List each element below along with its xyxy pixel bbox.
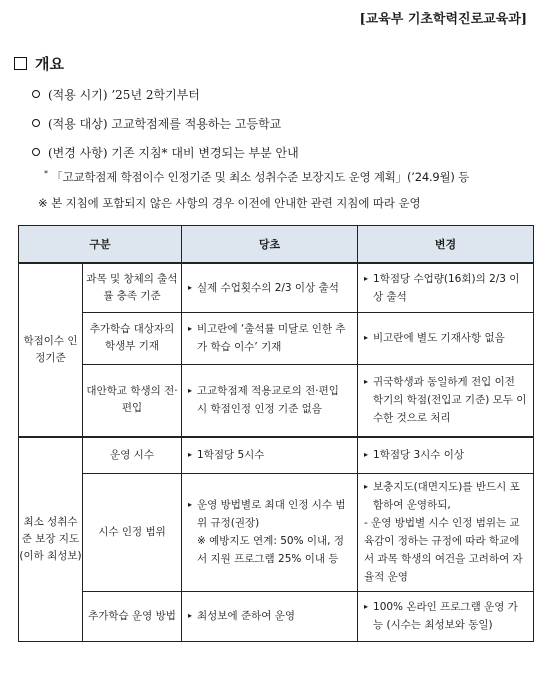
footnote-mark: * [44, 169, 48, 179]
circle-bullet-icon [32, 119, 40, 127]
subcategory-cell: 과목 및 창체의 출석률 충족 기준 [83, 263, 182, 312]
changed-cell [358, 263, 534, 312]
cell-text: 비고란에 별도 기재사항 없음 [373, 332, 505, 344]
arrow-marker-icon: ▸ [188, 386, 193, 396]
reference-note: ※ 본 지침에 포함되지 않은 사항의 경우 이전에 안내한 관련 지침에 따라 운영 [38, 196, 421, 210]
cell-text: 1학점당 수업량(16회)의 2/3 이상 출석 [373, 272, 520, 303]
arrow-marker-icon: ▸ [364, 377, 369, 387]
arrow-marker-icon: ▸ [364, 273, 369, 283]
department-tag: [교육부 기초학력진로교육과] [359, 12, 527, 27]
subcategory-cell: 대안학교 학생의 전·편입 [83, 364, 182, 437]
footnote-text: 「고교학점제 학점이수 인정기준 및 최소 성취수준 보장지도 운영 계획」(’24.9월) 등 [51, 170, 470, 184]
arrow-marker-icon: ▸ [364, 450, 369, 460]
current-cell [182, 263, 358, 312]
current-cell [182, 312, 358, 364]
current-cell [182, 473, 358, 591]
arrow-marker-icon: ▸ [188, 282, 193, 292]
section-title-text: 개요 [35, 55, 64, 73]
current-cell [182, 364, 358, 437]
circle-bullet-icon [32, 90, 40, 98]
table-row [19, 437, 534, 473]
circle-bullet-icon [32, 148, 40, 156]
header-changed: 변경 [358, 226, 534, 264]
arrow-marker-icon: ▸ [188, 450, 193, 460]
cell-text: 1학점당 5시수 [197, 449, 265, 462]
arrow-marker-icon: ▸ [188, 324, 193, 333]
table-row [19, 473, 534, 591]
cell-text: 비고란에 ‘출석률 미달로 인한 추가 학습 이수’ 기재 [197, 323, 346, 353]
bullet-item [32, 86, 532, 115]
changed-cell [358, 437, 534, 473]
category-cell: 학점이수 인정기준 [19, 263, 83, 437]
subcategory-cell: 추가학습 운영 방법 [83, 591, 182, 641]
cell-text: 운영 방법별로 최대 인정 시수 범위 규정(권장) [197, 499, 346, 529]
changed-cell [358, 312, 534, 364]
table-row [19, 263, 534, 312]
table-header-row [19, 226, 534, 264]
subcategory-cell: 시수 인정 범위 [83, 473, 182, 591]
category-cell: 최소 성취수준 보장 지도(이하 최성보) [19, 437, 83, 641]
square-box-icon [14, 57, 27, 70]
cell-text: 보충지도(대면지도)를 반드시 포함하여 운영하되, [373, 481, 520, 511]
cell-text: 100% 온라인 프로그램 운영 가능 (시수는 최성보와 동일) [373, 601, 518, 631]
cell-text: 귀국학생과 동일하게 전입 이전 학기의 학점(전입교 기준) 모두 이수한 것으로 처리 [373, 376, 527, 425]
table-row [19, 364, 534, 437]
arrow-marker-icon: ▸ [364, 602, 369, 611]
arrow-marker-icon: ▸ [188, 611, 193, 620]
subcategory-cell: 추가학습 대상자의 학생부 기재 [83, 312, 182, 364]
bullet-item [32, 115, 532, 144]
current-cell [182, 591, 358, 641]
subcategory-cell: 운영 시수 [83, 437, 182, 473]
header-category: 구분 [19, 226, 182, 264]
header-current: 당초 [182, 226, 358, 264]
cell-text: 고교학점제 적용교로의 전·편입 시 학점인정 인정 기준 없음 [197, 385, 339, 416]
cell-text: 실제 수업횟수의 2/3 이상 출석 [197, 281, 339, 294]
changed-cell [358, 473, 534, 591]
cell-note: ※ 예방지도 연계: 50% 이내, 정서 지원 프로그램 25% 이내 등 [197, 535, 345, 565]
cell-note: - 운영 방법별 시수 인정 범위는 교육감이 정하는 규정에 따라 학교에서 과목 학생의 여건을 고려하여 자율적 운영 [364, 517, 523, 583]
bullet-text: (변경 사항) 기존 지침* 대비 변경되는 부분 안내 [48, 146, 299, 160]
cell-text: 최성보에 준하여 운영 [197, 610, 295, 622]
changes-table [18, 225, 534, 642]
changed-cell [358, 591, 534, 641]
arrow-marker-icon: ▸ [364, 333, 369, 342]
arrow-marker-icon: ▸ [364, 482, 369, 491]
bullet-text: (적용 대상) 고교학점제를 적용하는 고등학교 [48, 117, 282, 131]
changed-cell [358, 364, 534, 437]
section-title [14, 53, 64, 74]
arrow-marker-icon: ▸ [188, 500, 193, 509]
footnote [44, 169, 469, 185]
table-row [19, 591, 534, 641]
cell-text: 1학점당 3시수 이상 [373, 449, 465, 462]
current-cell [182, 437, 358, 473]
table-row [19, 312, 534, 364]
overview-bullets [32, 86, 532, 173]
bullet-text: (적용 시기) ’25년 2학기부터 [48, 88, 200, 102]
